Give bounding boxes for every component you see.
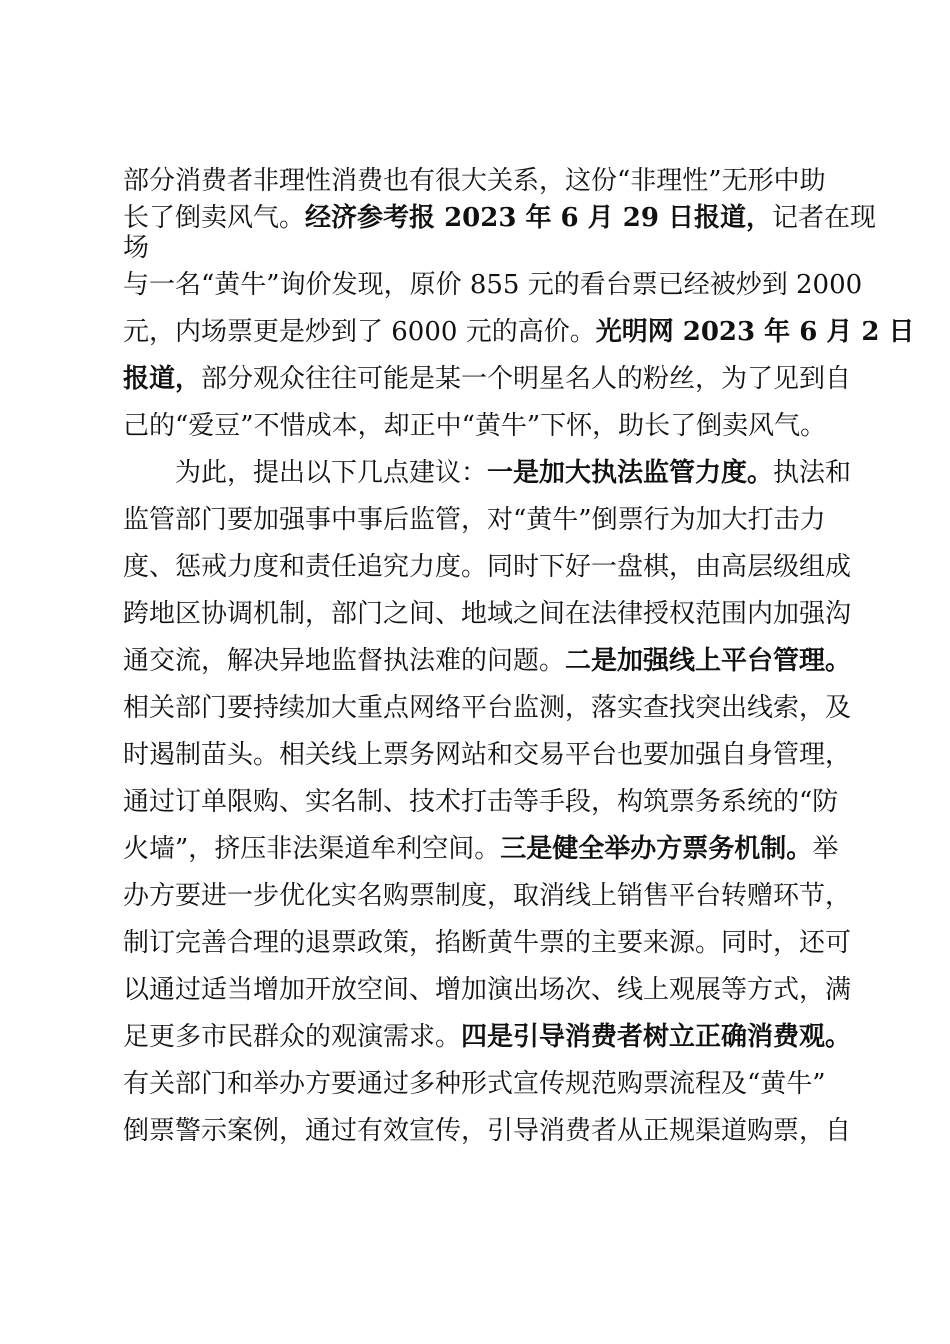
paragraph-line [175,458,851,488]
bold-heading: 三是健全举办方票务机制。 [500,834,813,864]
body-text: 相关部门要持续加大重点网络平台监测，落实查找突出线索，及 [123,693,852,723]
bold-citation: 光明网 2023 年 6 月 2 日 [595,317,915,347]
body-text: 足更多市民群众的观演需求。 [123,1022,462,1052]
body-text: 以通过适当增加开放空间、增加演出场次、线上观展等方式，满 [123,975,852,1005]
body-text: 举 [812,834,839,864]
body-text: 部分观众往往可能是某一个明星名人的粉丝，为了见到自 [201,364,852,394]
paragraph-line [123,233,149,263]
paragraph-line [123,881,851,911]
body-text: 时遏制苗头。相关线上票务网站和交易平台也要加强自身管理， [123,740,852,770]
bold-heading: 二是加强线上平台管理。 [565,646,852,676]
body-text: 倒票警示案例，通过有效宣传，引导消费者从正规渠道购票，自 [123,1116,852,1146]
body-text: 与一名“黄牛”询价发现，原价 855 元的看台票已经被炒到 2000 [123,270,863,300]
paragraph-line [123,646,851,676]
paragraph-line [123,599,851,629]
paragraph-line [123,364,851,394]
body-text: 长了倒卖风气。 [123,203,306,233]
bold-citation: 经济参考报 2023 年 6 月 29 日报道， [305,203,772,233]
bold-heading: 一是加大执法监管力度。 [487,458,774,488]
body-text: 记者在现 [771,203,876,233]
body-text: 办方要进一步优化实名购票制度，取消线上销售平台转赠环节， [123,881,852,911]
body-text: 制订完善合理的退票政策，掐断黄牛票的主要来源。同时，还可 [123,928,852,958]
paragraph-line [123,928,851,958]
paragraph-line [123,552,851,582]
body-text: 通过订单限购、实名制、技术打击等手段，构筑票务系统的“防 [123,787,839,817]
paragraph-line [123,834,838,864]
paragraph-line [123,1022,851,1052]
body-text: 元，内场票更是炒到了 6000 元的高价。 [123,317,596,347]
body-text: 部分消费者非理性消费也有很大关系，这份“非理性”无形中助 [123,166,826,196]
paragraph-line [123,740,851,770]
paragraph-line [123,411,826,441]
paragraph-line [123,1116,851,1146]
body-text: 度、惩戒力度和责任追究力度。同时下好一盘棋，由高层级组成 [123,552,852,582]
body-text: 监管部门要加强事中事后监管，对“黄牛”倒票行为加大打击力 [123,505,826,535]
body-text: 己的“爱豆”不惜成本，却正中“黄牛”下怀，助长了倒卖风气。 [123,411,827,441]
paragraph-line [123,787,838,817]
body-text: 为此，提出以下几点建议： [175,458,488,488]
bold-heading: 四是引导消费者树立正确消费观。 [461,1022,852,1052]
body-text: 执法和 [773,458,852,488]
bold-citation: 报道， [123,364,202,394]
paragraph-line [123,317,915,347]
paragraph-line [123,975,851,1005]
paragraph-line [123,505,826,535]
paragraph-line [123,203,876,233]
body-text: 跨地区协调机制，部门之间、地域之间在法律授权范围内加强沟 [123,599,852,629]
body-text: 火墙”，挤压非法渠道牟利空间。 [123,834,501,864]
paragraph-line [123,1069,826,1099]
paragraph-line [123,270,862,300]
body-text: 通交流，解决异地监督执法难的问题。 [123,646,566,676]
body-text: 场 [123,233,150,263]
paragraph-line [123,693,851,723]
paragraph-line [123,166,826,196]
body-text: 有关部门和举办方要通过多种形式宣传规范购票流程及“黄牛” [123,1069,826,1099]
